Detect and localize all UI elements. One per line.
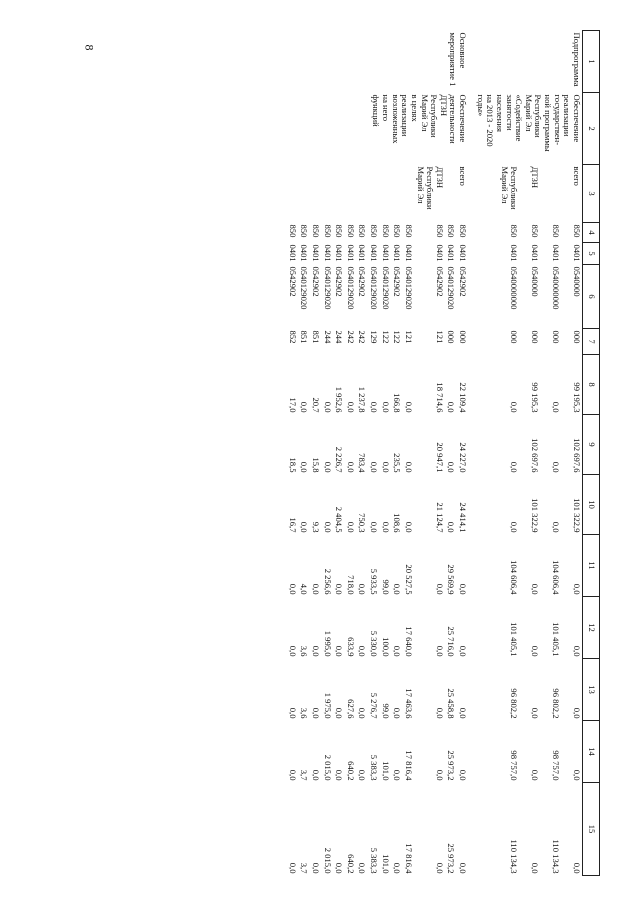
program-name-cell xyxy=(282,93,468,165)
code-cell-c7: 852 xyxy=(287,330,298,344)
code-cell-c4: 850 xyxy=(404,224,414,238)
table-row xyxy=(457,31,469,876)
value-cell-c12: 0,0 xyxy=(287,645,298,657)
value-cell-c12: 101 405,1 xyxy=(509,622,520,657)
code-cell-c7: 244 xyxy=(334,330,345,344)
program-name-cell-line: в целях xyxy=(410,94,420,122)
value-cell-c8: 22 109,4 xyxy=(458,382,469,413)
code-cell-c5: 0401 xyxy=(369,244,380,262)
value-cell-c9: 0,0 xyxy=(299,461,310,473)
executor-cell xyxy=(561,165,583,223)
value-cell-c15: 0,0 xyxy=(392,862,403,874)
code-cell-c6: 0540000000 xyxy=(509,266,520,310)
value-cell-c14: 640,2 xyxy=(345,761,356,781)
value-cell-c13: 3,6 xyxy=(299,707,310,719)
code-cell-c6: 0542902 xyxy=(311,266,321,297)
value-cell-c13: 627,6 xyxy=(345,699,356,719)
executor-cell xyxy=(391,165,403,223)
value-cell-c13: 25 458,8 xyxy=(446,688,457,719)
rotated-table-container xyxy=(125,30,600,875)
value-cell-c9: 0,0 xyxy=(345,461,356,473)
program-name-cell-line: ной программы xyxy=(543,94,554,152)
value-cell-c8: 99 195,3 xyxy=(530,382,541,413)
code-cell-c5: 0401 xyxy=(434,244,445,262)
code-cell-c4: 850 xyxy=(299,224,310,238)
code-cell-c6: 0540129020 xyxy=(404,266,414,310)
executor-cell xyxy=(309,165,321,223)
code-cell-c7: 000 xyxy=(458,330,469,344)
value-cell-c9: 0,0 xyxy=(380,461,391,473)
value-cell-c11: 5 933,5 xyxy=(369,568,380,595)
value-cell-c13: 0,0 xyxy=(311,707,321,719)
value-cell-c13: 0,0 xyxy=(334,707,345,719)
code-cell-c5: 0401 xyxy=(311,244,321,262)
code-cell-c7: 129 xyxy=(369,330,380,344)
code-cell-c4: 850 xyxy=(446,224,457,238)
value-cell-c9: 102 697,6 xyxy=(530,438,541,473)
code-cell-c4: 850 xyxy=(357,224,368,238)
code-cell-c5: 0401 xyxy=(345,244,356,262)
value-cell-c11: 20 527,5 xyxy=(404,564,414,595)
code-cell-c7: 000 xyxy=(530,330,541,344)
code-cell-c6: 0540129020 xyxy=(369,266,380,310)
value-cell-c9: 18,5 xyxy=(287,457,298,473)
executor-cell xyxy=(519,165,540,223)
program-name-cell-line: возложенных xyxy=(390,94,401,144)
value-cell-c12: 0,0 xyxy=(392,645,403,657)
value-cell-c13: 0,0 xyxy=(392,707,403,719)
value-cell-c15: 0,0 xyxy=(287,862,298,874)
program-name-cell-line: Обеспечение xyxy=(572,94,582,143)
group-spacer xyxy=(468,31,474,876)
value-cell-c10: 0,0 xyxy=(550,521,561,533)
value-cell-c9: 0,0 xyxy=(550,461,561,473)
code-cell-c6: 0540129020 xyxy=(345,266,356,310)
executor-cell xyxy=(282,165,298,223)
program-name-cell-line: на 2013 - 2020 xyxy=(485,94,496,147)
value-cell-c10: 0,0 xyxy=(509,521,520,533)
value-cell-c11: 4,0 xyxy=(299,583,310,595)
code-cell-c7: 000 xyxy=(572,330,582,344)
value-cell-c9: 2 226,7 xyxy=(334,446,345,473)
value-cell-c14: 0,0 xyxy=(357,769,368,781)
value-cell-c12: 0,0 xyxy=(458,645,469,657)
value-cell-c11: 0,0 xyxy=(572,583,582,595)
code-cell-c6: 0540129020 xyxy=(380,266,391,310)
value-cell-c10: 108,6 xyxy=(392,513,403,533)
executor-cell xyxy=(379,165,391,223)
program-type-cell xyxy=(282,31,468,93)
program-name-cell-line: занятости xyxy=(504,94,515,131)
value-cell-c11: 0,0 xyxy=(287,583,298,595)
header-cell-1: 1 xyxy=(583,31,600,93)
value-cell-c8: 0,0 xyxy=(299,401,310,413)
header-cell-9: 9 xyxy=(583,415,600,475)
value-cell-c14: 0,0 xyxy=(287,769,298,781)
value-cell-c9: 0,0 xyxy=(446,461,457,473)
header-cell-3: 3 xyxy=(583,165,600,223)
code-cell-c4: 850 xyxy=(550,224,561,238)
code-cell-c6: 0542902 xyxy=(334,266,345,297)
code-cell-c5: 0401 xyxy=(530,244,541,262)
code-cell-c5: 0401 xyxy=(287,244,298,262)
value-cell-c10: 101 322,9 xyxy=(572,498,582,533)
value-cell-c11: 0,0 xyxy=(530,583,541,595)
executor-cell-line: Республики xyxy=(425,166,436,210)
code-cell-c7: 000 xyxy=(509,330,520,344)
program-name-cell-line: функций xyxy=(371,94,382,127)
value-cell-c11: 104 606,4 xyxy=(550,560,561,595)
program-name-cell-line: Республики xyxy=(429,94,440,138)
code-cell-c5: 0401 xyxy=(446,244,457,262)
value-cell-c15: 0,0 xyxy=(357,862,368,874)
value-cell-c10: 0,0 xyxy=(380,521,391,533)
program-name-cell-line: Марий Эл xyxy=(419,94,430,132)
code-cell-c5: 0401 xyxy=(357,244,368,262)
code-cell-c4: 850 xyxy=(392,224,403,238)
value-cell-c10: 0,0 xyxy=(345,521,356,533)
value-cell-c14: 0,0 xyxy=(530,769,541,781)
value-cell-c13: 5 276,7 xyxy=(369,692,380,719)
executor-cell xyxy=(356,165,368,223)
value-cell-c12: 17 640,0 xyxy=(404,626,414,657)
header-row xyxy=(583,31,600,876)
code-cell-c4: 850 xyxy=(311,224,321,238)
page-number: 8 xyxy=(82,44,97,51)
code-cell-c5: 0401 xyxy=(509,244,520,262)
value-cell-c13: 96 802,2 xyxy=(550,688,561,719)
executor-cell-line: Марий Эл xyxy=(499,166,510,204)
value-cell-c15: 17 816,4 xyxy=(404,843,414,874)
value-cell-c12: 0,0 xyxy=(530,645,541,657)
code-cell-c6: 0542902 xyxy=(357,266,368,297)
code-cell-c6: 0542902 xyxy=(434,266,445,297)
executor-cell-line: всего xyxy=(458,166,469,186)
executor-cell xyxy=(540,165,561,223)
value-cell-c11: 0,0 xyxy=(357,583,368,595)
code-cell-c5: 0401 xyxy=(380,244,391,262)
code-cell-c6: 0540129020 xyxy=(446,266,457,310)
value-cell-c8: 1 237,8 xyxy=(357,386,368,413)
value-cell-c12: 0,0 xyxy=(572,645,582,657)
program-name-cell-line: годы» xyxy=(475,94,486,117)
group-spacer-cell xyxy=(468,31,474,876)
header-cell-7: 7 xyxy=(583,329,600,355)
header-cell-11: 11 xyxy=(583,535,600,597)
value-cell-c13: 96 802,2 xyxy=(509,688,520,719)
value-cell-c14: 98 757,0 xyxy=(509,750,520,781)
value-cell-c11: 718,0 xyxy=(345,575,356,595)
value-cell-c12: 5 330,0 xyxy=(369,630,380,657)
value-cell-c12: 0,0 xyxy=(311,645,321,657)
code-cell-c5: 0401 xyxy=(334,244,345,262)
value-cell-c8: 0,0 xyxy=(345,401,356,413)
value-cell-c14: 0,0 xyxy=(392,769,403,781)
value-cell-c15: 3,7 xyxy=(299,862,310,874)
code-cell-c7: 000 xyxy=(550,330,561,344)
value-cell-c10: 16,7 xyxy=(287,517,298,533)
value-cell-c8: 18 714,6 xyxy=(434,382,445,413)
value-cell-c15: 0,0 xyxy=(530,862,541,874)
value-cell-c12: 0,0 xyxy=(357,645,368,657)
code-cell-c5: 0401 xyxy=(404,244,414,262)
executor-cell xyxy=(344,165,356,223)
value-cell-c11: 0,0 xyxy=(334,583,345,595)
header-cell-8: 8 xyxy=(583,355,600,415)
value-cell-c14: 2 015,0 xyxy=(322,754,333,781)
value-cell-c15: 25 973,2 xyxy=(446,843,457,874)
code-cell-c6: 0540000000 xyxy=(550,266,561,310)
value-cell-c15: 110 134,3 xyxy=(509,839,520,874)
executor-cell xyxy=(445,165,457,223)
code-cell-c5: 0401 xyxy=(550,244,561,262)
code-cell-c4: 850 xyxy=(380,224,391,238)
executor-cell xyxy=(333,165,345,223)
value-cell-c15: 0,0 xyxy=(434,862,445,874)
value-cell-c14: 0,0 xyxy=(572,769,582,781)
code-cell-c5: 0401 xyxy=(458,244,469,262)
program-name-cell-line: ДТЗН xyxy=(438,94,449,117)
value-cell-c8: 0,0 xyxy=(446,401,457,413)
code-cell-c7: 122 xyxy=(392,330,403,344)
code-cell-c5: 0401 xyxy=(572,244,582,262)
program-name-cell-line: «Содействие xyxy=(514,94,525,142)
value-cell-c12: 101 405,1 xyxy=(550,622,561,657)
program-name-cell-line: населения xyxy=(495,94,505,132)
value-cell-c10: 2 404,5 xyxy=(334,506,345,533)
value-cell-c11: 0,0 xyxy=(311,583,321,595)
value-cell-c9: 235,5 xyxy=(392,453,403,473)
code-cell-c6: 0540000 xyxy=(572,266,582,297)
value-cell-c9: 0,0 xyxy=(404,461,414,473)
value-cell-c10: 9,3 xyxy=(311,521,321,533)
executor-cell xyxy=(368,165,380,223)
value-cell-c10: 0,0 xyxy=(322,521,333,533)
value-cell-c9: 0,0 xyxy=(322,461,333,473)
value-cell-c15: 0,0 xyxy=(334,862,345,874)
value-cell-c8: 20,7 xyxy=(311,397,321,413)
value-cell-c15: 101,0 xyxy=(380,854,391,874)
code-cell-c7: 000 xyxy=(446,330,457,344)
value-cell-c11: 104 606,4 xyxy=(509,560,520,595)
value-cell-c8: 99 195,3 xyxy=(572,382,582,413)
value-cell-c9: 20 947,1 xyxy=(434,442,445,473)
value-cell-c13: 0,0 xyxy=(287,707,298,719)
value-cell-c11: 0,0 xyxy=(392,583,403,595)
header-cell-6: 6 xyxy=(583,265,600,329)
value-cell-c15: 0,0 xyxy=(458,862,469,874)
header-cell-5: 5 xyxy=(583,243,600,265)
value-cell-c8: 1 952,6 xyxy=(334,386,345,413)
code-cell-c5: 0401 xyxy=(392,244,403,262)
program-type-cell-line: Основное xyxy=(458,32,469,69)
value-cell-c12: 100,0 xyxy=(380,637,391,657)
program-name-cell-line: на него xyxy=(381,94,392,122)
value-cell-c10: 0,0 xyxy=(404,521,414,533)
value-cell-c8: 0,0 xyxy=(380,401,391,413)
value-cell-c14: 0,0 xyxy=(311,769,321,781)
header-cell-13: 13 xyxy=(583,659,600,721)
value-cell-c14: 98 757,0 xyxy=(550,750,561,781)
program-name-cell-line: реализации xyxy=(400,94,411,137)
value-cell-c11: 2 256,6 xyxy=(322,568,333,595)
code-cell-c4: 850 xyxy=(345,224,356,238)
value-cell-c13: 0,0 xyxy=(530,707,541,719)
value-cell-c14: 0,0 xyxy=(458,769,469,781)
header-cell-10: 10 xyxy=(583,475,600,535)
code-cell-c6: 0540129020 xyxy=(322,266,333,310)
code-cell-c5: 0401 xyxy=(322,244,333,262)
program-name-cell-line: государствен- xyxy=(552,94,563,146)
code-cell-c5: 0401 xyxy=(299,244,310,262)
value-cell-c15: 0,0 xyxy=(572,862,582,874)
value-cell-c10: 0,0 xyxy=(299,521,310,533)
program-name-cell-line: Марий Эл xyxy=(523,94,534,132)
program-type-cell xyxy=(474,31,582,93)
value-cell-c13: 1 975,0 xyxy=(322,692,333,719)
code-cell-c4: 850 xyxy=(369,224,380,238)
value-cell-c9: 24 227,0 xyxy=(458,442,469,473)
code-cell-c4: 850 xyxy=(530,224,541,238)
code-cell-c4: 850 xyxy=(334,224,345,238)
program-type-cell-line: мероприятие 1 xyxy=(448,32,459,87)
value-cell-c13: 0,0 xyxy=(572,707,582,719)
code-cell-c7: 242 xyxy=(345,330,356,344)
header-cell-15: 15 xyxy=(583,783,600,876)
code-cell-c6: 0540000 xyxy=(530,266,541,297)
value-cell-c14: 3,7 xyxy=(299,769,310,781)
value-cell-c9: 0,0 xyxy=(509,461,520,473)
value-cell-c11: 0,0 xyxy=(434,583,445,595)
program-type-cell-line: Подпрограмма xyxy=(572,32,582,87)
value-cell-c8: 0,0 xyxy=(404,401,414,413)
executor-cell xyxy=(457,165,469,223)
value-cell-c13: 0,0 xyxy=(357,707,368,719)
code-cell-c4: 850 xyxy=(509,224,520,238)
code-cell-c6: 0542902 xyxy=(287,266,298,297)
program-name-cell xyxy=(474,93,582,165)
value-cell-c10: 101 322,9 xyxy=(530,498,541,533)
value-cell-c14: 5 383,3 xyxy=(369,754,380,781)
executor-cell-line: ДТЗН xyxy=(434,166,445,189)
code-cell-c4: 850 xyxy=(458,224,469,238)
header-cell-12: 12 xyxy=(583,597,600,659)
value-cell-c10: 0,0 xyxy=(446,521,457,533)
code-cell-c7: 121 xyxy=(434,330,445,344)
code-cell-c7: 242 xyxy=(357,330,368,344)
value-cell-c14: 0,0 xyxy=(434,769,445,781)
executor-cell xyxy=(321,165,333,223)
value-cell-c14: 101,0 xyxy=(380,761,391,781)
value-cell-c9: 0,0 xyxy=(369,461,380,473)
value-cell-c14: 0,0 xyxy=(334,769,345,781)
executor-cell-line: Республики xyxy=(509,166,520,210)
value-cell-c15: 640,2 xyxy=(345,854,356,874)
code-cell-c6: 0542902 xyxy=(392,266,403,297)
value-cell-c9: 15,8 xyxy=(311,457,321,473)
value-cell-c12: 633,9 xyxy=(345,637,356,657)
value-cell-c9: 102 697,6 xyxy=(572,438,582,473)
code-cell-c4: 850 xyxy=(434,224,445,238)
code-cell-c6: 0542902 xyxy=(458,266,469,297)
value-cell-c8: 0,0 xyxy=(369,401,380,413)
value-cell-c11: 99,0 xyxy=(380,579,391,595)
value-cell-c10: 21 124,7 xyxy=(434,502,445,533)
value-cell-c14: 17 816,4 xyxy=(404,750,414,781)
value-cell-c15: 2 015,0 xyxy=(322,847,333,874)
program-name-cell-line: реализации xyxy=(562,94,573,137)
header-cell-14: 14 xyxy=(583,721,600,783)
executor-cell xyxy=(474,165,519,223)
value-cell-c12: 3,6 xyxy=(299,645,310,657)
table-body xyxy=(282,31,582,876)
budget-table xyxy=(282,30,600,876)
value-cell-c10: 0,0 xyxy=(369,521,380,533)
value-cell-c14: 25 973,2 xyxy=(446,750,457,781)
program-name-cell-line: Республики xyxy=(533,94,544,138)
value-cell-c8: 0,0 xyxy=(322,401,333,413)
value-cell-c15: 5 383,3 xyxy=(369,847,380,874)
program-name-cell-line: деятельности xyxy=(448,94,459,144)
value-cell-c10: 750,3 xyxy=(357,513,368,533)
table-row xyxy=(561,31,583,876)
executor-cell xyxy=(298,165,310,223)
value-cell-c11: 29 569,9 xyxy=(446,564,457,595)
value-cell-c15: 110 134,3 xyxy=(550,839,561,874)
value-cell-c12: 0,0 xyxy=(334,645,345,657)
value-cell-c9: 783,4 xyxy=(357,453,368,473)
value-cell-c12: 1 995,0 xyxy=(322,630,333,657)
executor-cell-line: Марий Эл xyxy=(415,166,426,204)
executor-cell-line: ДТЗН xyxy=(530,166,541,189)
value-cell-c13: 17 463,6 xyxy=(404,688,414,719)
code-cell-c4: 850 xyxy=(572,224,582,238)
code-cell-c4: 850 xyxy=(287,224,298,238)
program-name-cell-line: Обеспечение xyxy=(458,94,469,143)
value-cell-c13: 99,0 xyxy=(380,703,391,719)
value-cell-c8: 17,0 xyxy=(287,397,298,413)
value-cell-c8: 0,0 xyxy=(509,401,520,413)
value-cell-c11: 0,0 xyxy=(458,583,469,595)
executor-cell-line: всего xyxy=(572,166,582,186)
code-cell-c4: 850 xyxy=(322,224,333,238)
value-cell-c12: 25 716,0 xyxy=(446,626,457,657)
value-cell-c8: 0,0 xyxy=(550,401,561,413)
executor-cell xyxy=(402,165,414,223)
code-cell-c7: 121 xyxy=(404,330,414,344)
code-cell-c7: 122 xyxy=(380,330,391,344)
value-cell-c13: 0,0 xyxy=(458,707,469,719)
code-cell-c6: 0540129020 xyxy=(299,266,310,310)
code-cell-c7: 244 xyxy=(322,330,333,344)
value-cell-c10: 24 414,1 xyxy=(458,502,469,533)
code-cell-c7: 851 xyxy=(311,330,321,344)
header-cell-4: 4 xyxy=(583,223,600,243)
value-cell-c15: 0,0 xyxy=(311,862,321,874)
value-cell-c13: 0,0 xyxy=(434,707,445,719)
value-cell-c12: 0,0 xyxy=(434,645,445,657)
code-cell-c7: 851 xyxy=(299,330,310,344)
header-cell-2: 2 xyxy=(583,93,600,165)
value-cell-c8: 166,8 xyxy=(392,393,403,413)
executor-cell xyxy=(414,165,445,223)
